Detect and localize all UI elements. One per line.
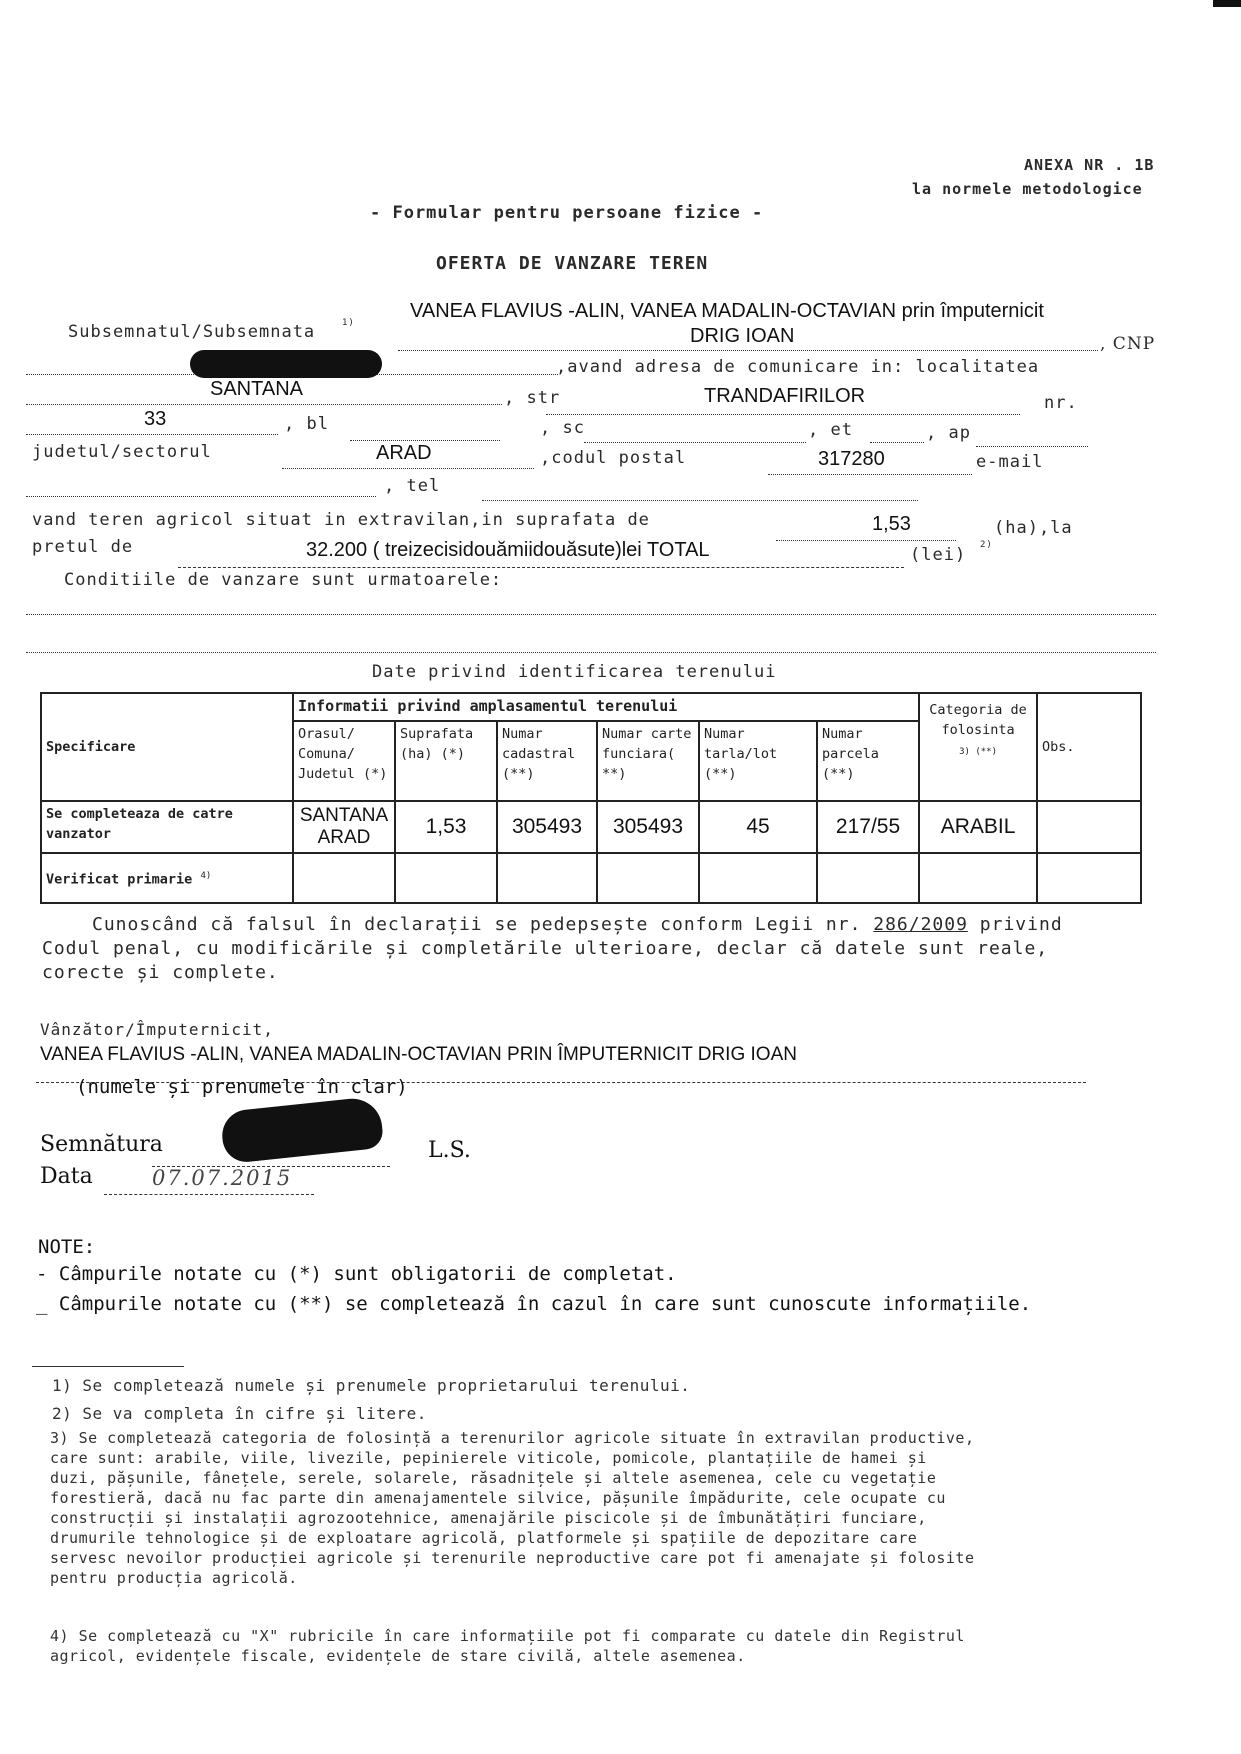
signature-redaction (220, 1096, 385, 1164)
scan-edge-mark (1213, 0, 1241, 7)
col-header-tarla: Numar tarla/lot (**) (699, 721, 817, 801)
footnote-3-line: pentru producția agricolă. (50, 1569, 298, 1587)
footnote-ref-4: 4) (200, 871, 212, 882)
conditii-label: Conditiile de vanzare sunt urmatoarele: (64, 570, 503, 590)
pret-label: pretul de (32, 537, 134, 557)
table-caption: Date privind identificarea terenului (372, 662, 777, 682)
ha-la-label: (ha),la (994, 518, 1073, 538)
localitate-value: SANTANA (210, 378, 303, 400)
primarie-cell (919, 853, 1037, 903)
row-label-primarie (41, 853, 293, 903)
primarie-cell (597, 853, 699, 903)
footnote-3-line: servesc nevoilor producției agricole și terenurile neproductive care pot fi amenajate și folosite (50, 1549, 975, 1567)
primarie-cell (395, 853, 497, 903)
row-label-primarie-text: Verificat primarie (46, 871, 193, 888)
footnote-divider (32, 1366, 184, 1367)
cod-postal-label: ,codul postal (540, 448, 687, 468)
cell-parcela: 217/55 (817, 801, 919, 853)
footnote-3-line: forestieră, dacă nu fac parte din amenajamentele silvice, pășunile împădurite, cele ocupate cu (50, 1489, 946, 1507)
col-header-cadastral: Numar cadastral (**) (497, 721, 597, 801)
primarie-cell (1037, 853, 1141, 903)
data-label: Data (40, 1164, 93, 1189)
annex-subtitle: la normele metodologice (912, 180, 1143, 198)
col-header-parcela: Numar parcela (**) (817, 721, 919, 801)
declaration-line1-b: privind (979, 914, 1063, 935)
categoria-note: 3) (**) (959, 747, 998, 757)
seller-name-line2: DRIG IOAN (690, 325, 795, 347)
judet-value: ARAD (376, 442, 432, 464)
suprafata-value: 1,53 (872, 513, 911, 535)
note-line2: _ Câmpurile notate cu (**) se completează în cazul în care sunt cunoscute informațiile. (36, 1293, 1032, 1315)
bl-label: , bl (284, 414, 329, 434)
footnote-3-line: 3) Se completează categoria de folosință a terenurilor agricole situate în extravilan productive, (50, 1429, 975, 1447)
str-label: , str (504, 388, 561, 408)
footnote-ref-1: 1) (342, 318, 355, 328)
signer-name: VANEA FLAVIUS -ALIN, VANEA MADALIN-OCTAVIAN PRIN ÎMPUTERNICIT DRIG IOAN (40, 1044, 797, 1065)
cell-carte-funciara: 305493 (597, 801, 699, 853)
ls-label: L.S. (428, 1138, 471, 1163)
nr-value: 33 (144, 408, 167, 430)
note-line1: - Câmpurile notate cu (*) sunt obligatorii de completat. (36, 1263, 677, 1285)
cnp-redaction (190, 350, 382, 378)
specificare-header: Specificare (41, 693, 293, 801)
footnote-4-line: agricol, evidențele fiscale, evidențele de stare civilă, altele asemenea. (50, 1647, 746, 1665)
declaration-line2: Codul penal, cu modificările și completările ulterioare, declar că datele sunt reale, (42, 938, 1049, 959)
page-title: OFERTA DE VANZARE TEREN (436, 253, 709, 274)
col-header-oras: Orasul/ Comuna/ Judetul (*) (293, 721, 395, 801)
email-label: e-mail (976, 452, 1044, 472)
footnote-2: 2) Se va completa în cifre și litere. (52, 1404, 427, 1423)
pret-value: 32.200 ( treizecisidouămiidouăsute)lei TOTAL (306, 539, 710, 561)
footnote-ref-2: 2) (980, 540, 993, 550)
cell-obs (1037, 801, 1141, 853)
footnote-4 (50, 1626, 965, 1666)
seller-name-line1: VANEA FLAVIUS -ALIN, VANEA MADALIN-OCTAVIAN prin împuternicit (410, 300, 1044, 322)
primarie-cell (699, 853, 817, 903)
cod-postal-value: 317280 (818, 448, 885, 470)
obs-header: Obs. (1037, 693, 1141, 801)
lei-label: (lei) (910, 545, 967, 565)
semnatura-label: Semnătura (40, 1132, 163, 1157)
amplasament-group-header: Informatii privind amplasamentul terenului (293, 693, 919, 721)
vand-text: vand teren agricol situat in extravilan,in suprafata de (32, 510, 650, 530)
cell-oras: SANTANA ARAD (293, 801, 395, 853)
role-label: Vânzător/Împuternicit, (40, 1020, 274, 1039)
row-label-vanzator: Se completeaza de catre vanzator (41, 801, 293, 853)
annex-number: ANEXA NR . 1B (1024, 156, 1155, 174)
judet-label: judetul/sectorul (32, 442, 212, 462)
cell-suprafata: 1,53 (395, 801, 497, 853)
strada-value: TRANDAFIRILOR (704, 385, 866, 407)
nr-label: nr. (1044, 393, 1078, 413)
note-title: NOTE: (38, 1236, 96, 1258)
footnote-4-line: 4) Se completează cu "X" rubricile în care informațiile pot fi comparate cu datele din Registrul (50, 1627, 965, 1645)
categoria-header (919, 693, 1037, 801)
ap-label: , ap (926, 423, 971, 443)
declaration-line3: corecte și complete. (42, 962, 279, 983)
date-value: 07.07.2015 (152, 1166, 293, 1190)
subsemnatul-label: Subsemnatul/Subsemnata (68, 322, 316, 342)
footnote-1: 1) Se completează numele și prenumele proprietarului terenului. (52, 1376, 691, 1395)
footnote-3 (50, 1428, 974, 1588)
cnp-label: , CNP (1100, 334, 1156, 354)
declaration-line1 (92, 914, 1063, 935)
col-header-carte-funciara: Numar carte funciara( **) (597, 721, 699, 801)
primarie-cell (293, 853, 395, 903)
declaration-line1-a: Cunoscând că falsul în declarații se pedepsește conform Legii nr. (92, 914, 862, 935)
footnote-3-line: drumurile tehnologice și de exploatare agricolă, platformele și spațiile de depozitare care (50, 1529, 918, 1547)
categoria-label: Categoria de folosinta (929, 702, 1027, 738)
footnote-3-line: care sunt: arabile, viile, livezile, pepinierele viticole, pomicole, plantațiile de hamei și (50, 1449, 927, 1467)
cell-categoria: ARABIL (919, 801, 1037, 853)
name-caption: (numele și prenumele în clar) (76, 1076, 408, 1098)
primarie-cell (497, 853, 597, 903)
primarie-cell (817, 853, 919, 903)
tel-label: , tel (384, 476, 441, 496)
sc-label: , sc (540, 418, 585, 438)
land-identification-table (40, 692, 1142, 904)
address-label: ,avand adresa de comunicare in: localitatea (556, 357, 1040, 377)
lege-number: 286/2009 (873, 914, 968, 935)
et-label: , et (808, 420, 853, 440)
cell-tarla: 45 (699, 801, 817, 853)
footnote-3-line: duzi, pășunile, fânețele, serele, solarele, răsadnițele și altele asemenea, cele cu vegetație (50, 1469, 937, 1487)
form-type: - Formular pentru persoane fizice - (370, 203, 764, 223)
cell-cadastral: 305493 (497, 801, 597, 853)
col-header-suprafata: Suprafata (ha) (*) (395, 721, 497, 801)
footnote-3-line: construcții și instalații agrozootehnice, amenajările piscicole și de îmbunătățiri funciare, (50, 1509, 927, 1527)
